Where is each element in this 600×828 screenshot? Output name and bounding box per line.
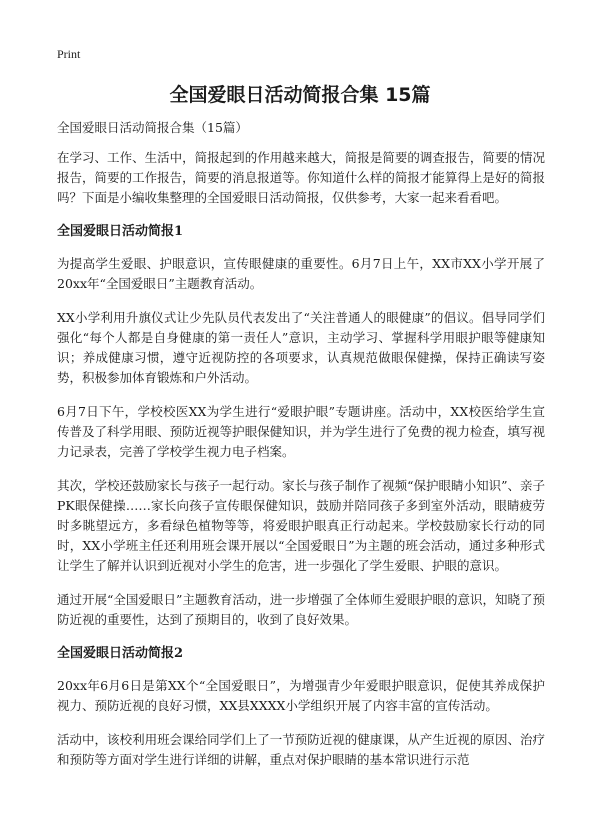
paragraph: 活动中，该校利用班会课给同学们上了一节预防近视的健康课，从产生近视的原因、治疗和预防等方面对学生进行详细的讲解，重点对保护眼睛的基本常识进行示范 <box>57 732 545 767</box>
paragraph: 通过开展“全国爱眼日”主题教育活动，进一步增强了全体师生爱眼护眼的意识，知晓了预防近视的重要性，达到了预期目的，收到了良好效果。 <box>57 592 545 627</box>
section-heading: 全国爱眼日活动简报2 <box>57 646 184 661</box>
intro-paragraph: 在学习、工作、生活中，简报起到的作用越来越大，简报是简要的调查报告，简要的情况报告，简要的工作报告，简要的消息报道等。你知道什么样的简报才能算得上是好的简报吗？下面是小编收集整理的全国爱眼日活动简报，仅供参考，大家一起来看看吧。 <box>57 150 545 205</box>
print-link[interactable]: Print <box>57 47 81 61</box>
page-title: 全国爱眼日活动简报合集 15篇 <box>169 84 431 106</box>
paragraph: 20xx年6月6日是第XX个“全国爱眼日”，为增强青少年爱眼护眼意识，促使其养成保护视力、预防近视的良好习惯，XX县XXXX小学组织开展了内容丰富的宣传活动。 <box>57 678 545 713</box>
paragraph: 6月7日下午，学校校医XX为学生进行“爱眼护眼”专题讲座。活动中，XX校医给学生宣传普及了科学用眼、预防近视等护眼保健知识，并为学生进行了免费的视力检查，填写视力记录表，完善了学校学生视力电子档案。 <box>57 404 545 459</box>
paragraph: 其次，学校还鼓励家长与孩子一起行动。家长与孩子制作了视频“保护眼睛小知识”、亲子PK眼保健操……家长向孩子宣传眼保健知识，鼓励并陪同孩子多到室外活动，眼睛疲劳时多眺望远方，多看绿色植物等等，将爱眼护眼真正行动起来。学校鼓励家长行动的同时，XX小学班主任还利用班会课开展以“全国爱眼日”为主题的班会活动，通过多种形式让学生了解并认识到近视对小学生的危害，进一步强化了学生爱眼、护眼的意识。 <box>57 478 545 573</box>
article-subtitle: 全国爱眼日活动简报合集（15篇） <box>57 120 248 135</box>
section-heading: 全国爱眼日活动简报1 <box>57 224 184 239</box>
paragraph: 为提高学生爱眼、护眼意识，宣传眼健康的重要性。6月7日上午，XX市XX小学开展了20xx年“全国爱眼日”主题教育活动。 <box>57 256 545 291</box>
paragraph: XX小学利用升旗仪式让少先队员代表发出了“关注普通人的眼健康”的倡议。倡导同学们强化“每个人都是自身健康的第一责任人”意识，主动学习、掌握科学用眼护眼等健康知识；养成健康习惯，遵守近视防控的各项要求，认真规范做眼保健操，保持正确读写姿势，积极参加体育锻炼和户外活动。 <box>57 310 545 385</box>
article-body <box>57 118 545 784</box>
